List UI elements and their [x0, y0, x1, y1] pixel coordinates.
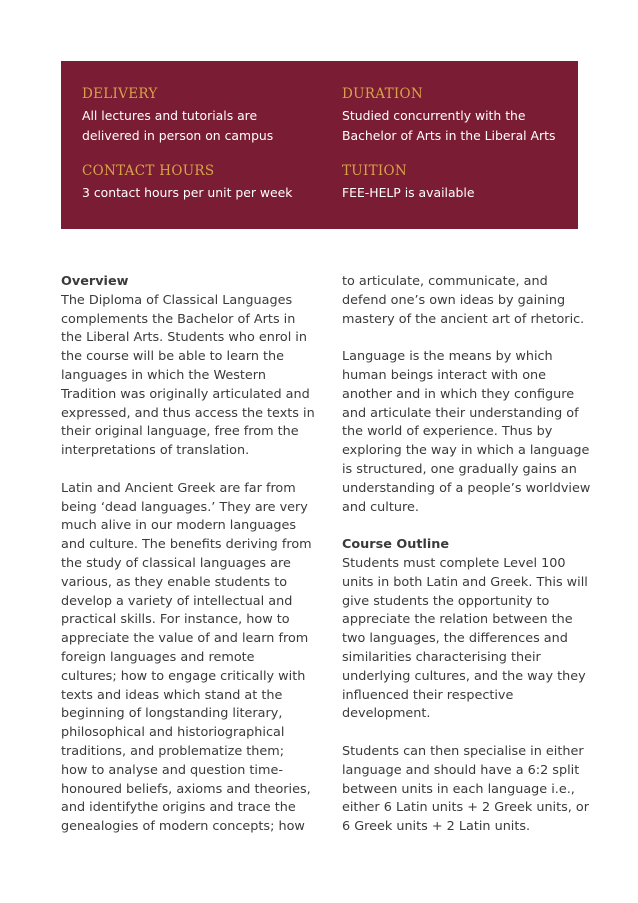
text-line: Bachelor of Arts in the Liberal Arts: [342, 127, 556, 143]
text-line: genealogies of modern concepts; how: [61, 819, 305, 835]
overview-paragraph-3: [342, 273, 592, 329]
delivery-label: DELIVERY: [82, 86, 158, 102]
tuition-text: [342, 183, 572, 203]
text-line: exploring the way in which a language: [342, 443, 590, 459]
text-line: the course will be able to learn the: [61, 349, 285, 365]
overview-heading: Overview: [61, 274, 129, 289]
text-line: defend one’s own ideas by gaining: [342, 292, 566, 308]
text-line: understanding of a people’s worldview: [342, 480, 591, 496]
course-outline-paragraph-2: [342, 743, 592, 837]
text-line: philosophical and historiographical: [61, 725, 285, 741]
text-line: cultures; how to engage critically with: [61, 668, 306, 684]
text-line: between units in each language i.e.,: [342, 781, 575, 797]
text-line: 3 contact hours per unit per week: [82, 185, 293, 200]
contact-hours-text: [82, 183, 312, 203]
delivery-block: [82, 85, 312, 145]
overview-paragraph-1: [61, 292, 315, 461]
text-line: Language is the means by which: [342, 349, 553, 365]
duration-block: [342, 85, 572, 145]
text-line: development.: [342, 706, 431, 722]
text-line: the study of classical languages are: [61, 555, 291, 571]
text-line: develop a variety of intellectual and: [61, 593, 293, 609]
text-line: Studied concurrently with the: [342, 108, 526, 123]
text-line: interpretations of translation.: [61, 443, 250, 459]
duration-label: DURATION: [342, 86, 423, 102]
text-line: languages in which the Western: [61, 367, 266, 383]
text-line: practical skills. For instance, how to: [61, 612, 290, 628]
text-line: give students the opportunity to: [342, 593, 550, 609]
text-line: being ‘dead languages.’ They are very: [61, 499, 308, 515]
text-line: and culture.: [342, 499, 419, 515]
text-line: beginning of longstanding literary,: [61, 706, 283, 722]
overview-paragraph-2: [61, 480, 311, 837]
tuition-label: TUITION: [342, 163, 408, 179]
right-column: [342, 273, 592, 837]
text-line: FEE-HELP is available: [342, 185, 475, 200]
text-line: to articulate, communicate, and: [342, 274, 548, 289]
text-line: 6 Greek units + 2 Latin units.: [342, 819, 531, 835]
delivery-text: [82, 106, 312, 145]
text-line: various, as they enable students to: [61, 574, 288, 590]
text-line: similarities characterising their: [342, 649, 541, 665]
text-line: delivered in person on campus: [82, 127, 274, 143]
contact-hours-block: [82, 162, 312, 203]
text-line: another and in which they configure: [342, 386, 575, 402]
text-line: the Liberal Arts. Students who enrol in: [61, 330, 307, 346]
info-banner: [61, 61, 578, 229]
text-line: Tradition was originally articulated and: [61, 386, 310, 402]
text-line: Students must complete Level 100: [342, 555, 566, 571]
text-line: how to analyse and question time-: [61, 762, 283, 778]
text-line: All lectures and tutorials are: [82, 108, 258, 123]
course-outline-heading: Course Outline: [342, 537, 450, 553]
left-column: [61, 273, 315, 837]
text-line: mastery of the ancient art of rhetoric.: [342, 311, 585, 327]
text-line: Students can then specialise in either: [342, 743, 584, 759]
text-line: complements the Bachelor of Arts in: [61, 311, 296, 327]
text-line: much alive in our modern languages: [61, 518, 297, 534]
text-line: influenced their respective: [342, 687, 514, 703]
course-outline-paragraph-1: [342, 555, 592, 724]
text-line: and articulate their understanding of: [342, 405, 579, 421]
text-line: foreign languages and remote: [61, 649, 255, 665]
text-line: two languages, the differences and: [342, 631, 568, 647]
text-line: human beings interact with one: [342, 367, 547, 383]
text-line: and culture. The benefits deriving from: [61, 537, 312, 553]
overview-paragraph-4: [342, 348, 592, 517]
text-line: appreciate the value of and learn from: [61, 631, 309, 647]
text-line: units in both Latin and Greek. This will: [342, 574, 588, 590]
contact-hours-label: CONTACT HOURS: [82, 163, 215, 179]
text-line: The Diploma of Classical Languages: [61, 292, 293, 308]
text-line: traditions, and problematize them;: [61, 743, 285, 759]
text-line: the world of experience. Thus by: [342, 424, 553, 440]
text-line: appreciate the relation between the: [342, 612, 573, 628]
text-line: and identifythe origins and trace the: [61, 800, 296, 816]
text-line: Latin and Ancient Greek are far from: [61, 480, 296, 496]
text-line: underlying cultures, and the way they: [342, 668, 586, 684]
text-line: expressed, and thus access the texts in: [61, 405, 315, 421]
tuition-block: [342, 162, 572, 203]
text-line: is structured, one gradually gains an: [342, 461, 577, 477]
text-line: texts and ideas which stand at the: [61, 687, 283, 703]
duration-text: [342, 106, 572, 145]
text-line: their original language, free from the: [61, 424, 299, 440]
text-line: either 6 Latin units + 2 Greek units, or: [342, 800, 590, 816]
text-line: language and should have a 6:2 split: [342, 762, 580, 778]
text-line: honoured beliefs, axioms and theories,: [61, 781, 311, 797]
